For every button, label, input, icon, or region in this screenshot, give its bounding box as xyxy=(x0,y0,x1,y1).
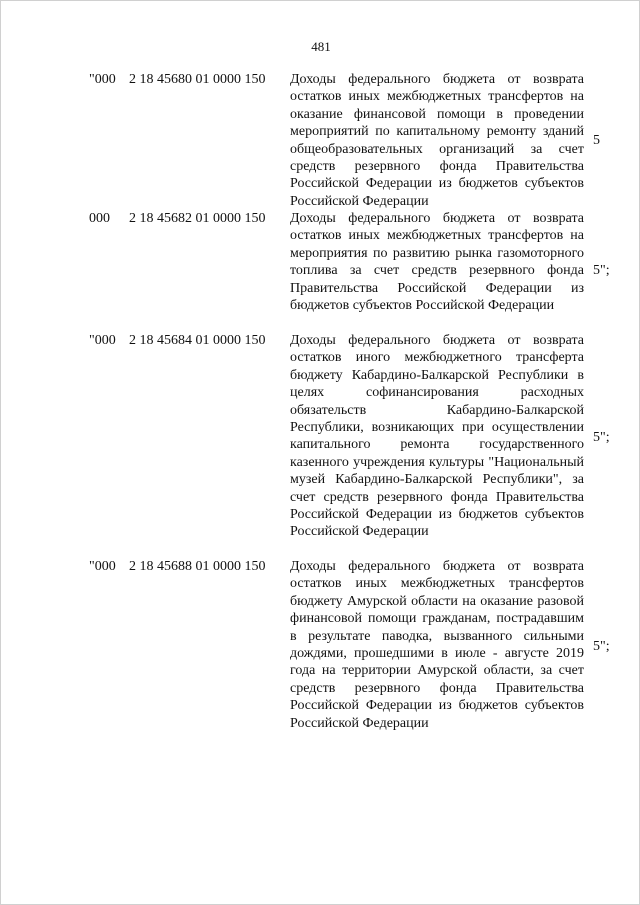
budget-classification-code: 2 18 45688 01 0000 150 xyxy=(129,559,266,574)
amount: 5 xyxy=(593,133,600,148)
admin-code: "000 xyxy=(89,72,116,87)
revenue-description: Доходы федерального бюджета от возврата остатков иного межбюджетного трансферта бюджету Кабардино-Балкарской Республики в целях софинансирования расходных обязательств Кабардино-Балкарской Республики, возникающих при осуществлении капитального ремонта государственного казенного учреждения культуры "Национальный музей Кабардино-Балкарской Республики", за счет средств резервного фонда Правительства Российской Федерации из бюджетов субъектов Российской Федерации xyxy=(290,333,584,540)
revenue-description: Доходы федерального бюджета от возврата остатков иных межбюджетных трансфертов на мероприятия по развитию рынка газомоторного топлива за счет средств резервного фонда Правительства Российской Федерации из бюджетов субъектов Российской Федерации xyxy=(290,211,584,314)
amount: 5"; xyxy=(593,430,610,445)
page-number: 481 xyxy=(311,39,331,54)
budget-classification-code: 2 18 45680 01 0000 150 xyxy=(129,72,266,87)
admin-code: "000 xyxy=(89,333,116,348)
revenue-description: Доходы федерального бюджета от возврата остатков иных межбюджетных трансфертов бюджету Амурской области на оказание разовой финансовой помощи гражданам, пострадавшим в результате паводка, вызванного сильными дождями, прошедшими в июле - августе 2019 года на территории Амурской области, за счет средств резервного фонда Правительства Российской Федерации из бюджетов субъектов Российской Федерации xyxy=(290,559,584,731)
budget-classification-code: 2 18 45684 01 0000 150 xyxy=(129,333,266,348)
admin-code: "000 xyxy=(89,559,116,574)
admin-code: 000 xyxy=(89,211,110,226)
amount: 5"; xyxy=(593,263,610,278)
budget-classification-code: 2 18 45682 01 0000 150 xyxy=(129,211,266,226)
amount: 5"; xyxy=(593,639,610,654)
revenue-description: Доходы федерального бюджета от возврата остатков иных межбюджетных трансфертов на оказание финансовой помощи в проведении мероприятий по капитальному ремонту зданий общеобразовательных организаций за счет средств резервного фонда Правительства Российской Федерации из бюджетов субъектов Российской Федерации xyxy=(290,72,584,209)
